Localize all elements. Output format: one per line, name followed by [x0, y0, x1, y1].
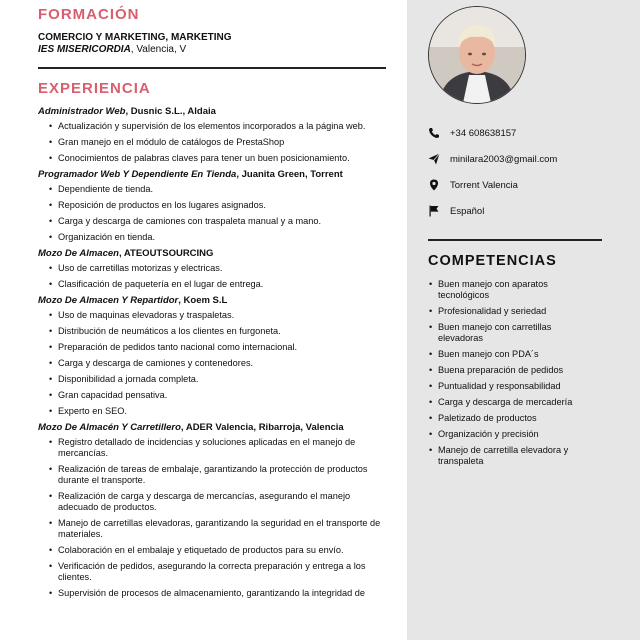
job-entry	[38, 422, 388, 599]
job-title	[38, 295, 388, 307]
email-text: minilara2003@gmail.com	[450, 153, 558, 165]
skill-item: • Organización y precisión	[438, 429, 598, 440]
skill-item: • Buen manejo con PDA´s	[438, 349, 598, 360]
skill-item: • Profesionalidad y seriedad	[438, 306, 598, 317]
job-bullet: • Dependiente de tienda.	[58, 184, 388, 195]
divider	[428, 239, 602, 241]
job-bullet: • Conocimientos de palabras claves para tener un buen posicionamiento.	[58, 153, 388, 164]
job-bullet: • Carga y descarga de camiones con traspaleta manual y a mano.	[58, 216, 388, 227]
job-bullet: • Gran capacidad pensativa.	[58, 390, 388, 401]
job-company: , ATEOUTSOURCING	[118, 248, 214, 259]
job-bullet: • Realización de carga y descarga de mercancías, asegurando el manejo adecuado de productos.	[58, 491, 388, 513]
job-title	[38, 422, 388, 434]
education-school-line	[38, 44, 186, 55]
job-role: Mozo De Almacen Y Repartidor	[38, 295, 179, 306]
job-bullet: • Organización en tienda.	[58, 232, 388, 243]
language-text: Español	[450, 205, 485, 217]
education-degree: COMERCIO Y MARKETING, MARKETING	[38, 32, 232, 43]
skill-item: • Buena preparación de pedidos	[438, 365, 598, 376]
person-icon	[429, 7, 525, 103]
job-bullet: • Experto en SEO.	[58, 406, 388, 417]
education-heading: FORMACIÓN	[38, 6, 140, 23]
send-icon	[428, 153, 440, 165]
job-title	[38, 106, 388, 118]
job-bullet: • Disponibilidad a jornada completa.	[58, 374, 388, 385]
job-bullet: • Uso de carretillas motorizas y electricas.	[58, 263, 388, 274]
job-bullet: • Actualización y supervisión de los elementos incorporados a la página web.	[58, 121, 388, 132]
contact-location	[428, 179, 608, 191]
experience-list	[38, 106, 388, 604]
flag-icon	[428, 205, 440, 217]
job-bullet: • Reposición de productos en los lugares asignados.	[58, 200, 388, 211]
divider	[38, 67, 386, 69]
contact-language	[428, 205, 608, 217]
skills-list	[428, 279, 598, 472]
skill-item: • Paletizado de productos	[438, 413, 598, 424]
job-bullet: • Distribución de neumáticos a los clientes en furgoneta.	[58, 326, 388, 337]
job-role: Administrador Web	[38, 106, 126, 117]
job-bullet: • Verificación de pedidos, asegurando la correcta preparación y entrega a los clientes.	[58, 561, 388, 583]
phone-text: +34 608638157	[450, 127, 517, 139]
job-entry	[38, 106, 388, 164]
job-role: Mozo De Almacen	[38, 248, 119, 259]
job-title	[38, 248, 388, 260]
contact-phone	[428, 127, 608, 139]
job-bullet: • Registro detallado de incidencias y soluciones aplicadas en el manejo de mercancías.	[58, 437, 388, 459]
job-company: , ADER Valencia, Ribarroja, Valencia	[180, 422, 344, 433]
skill-item: • Buen manejo con carretillas elevadoras	[438, 322, 598, 344]
job-bullet: • Uso de maquinas elevadoras y traspaletas.	[58, 310, 388, 321]
contact-email	[428, 153, 608, 165]
job-title	[38, 169, 388, 181]
job-entry	[38, 169, 388, 243]
profile-photo	[428, 6, 526, 104]
phone-icon	[428, 127, 440, 139]
job-bullet: • Gran manejo en el módulo de catálogos de PrestaShop	[58, 137, 388, 148]
education-school: IES MISERICORDIA	[38, 44, 131, 55]
skill-item: • Carga y descarga de mercadería	[438, 397, 598, 408]
job-company: , Juanita Green, Torrent	[236, 169, 343, 180]
job-entry	[38, 248, 388, 290]
job-bullet: • Supervisión de procesos de almacenamiento, garantizando la integridad de	[58, 588, 388, 599]
job-role: Mozo De Almacén Y Carretillero	[38, 422, 181, 433]
job-bullet: • Realización de tareas de embalaje, garantizando la protección de productos durante el transporte.	[58, 464, 388, 486]
skill-item: • Buen manejo con aparatos tecnológicos	[438, 279, 598, 301]
experience-heading: EXPERIENCIA	[38, 80, 151, 97]
skill-item: • Puntualidad y responsabilidad	[438, 381, 598, 392]
education-location: , Valencia, V	[130, 44, 187, 55]
job-bullet: • Clasificación de paquetería en el lugar de entrega.	[58, 279, 388, 290]
location-pin-icon	[428, 179, 440, 191]
job-bullet: • Preparación de pedidos tanto nacional como internacional.	[58, 342, 388, 353]
job-entry	[38, 295, 388, 417]
job-bullet: • Carga y descarga de camiones y contenedores.	[58, 358, 388, 369]
job-company: , Dusnic S.L., Aldaia	[125, 106, 216, 117]
job-role: Programador Web Y Dependiente En Tienda	[38, 169, 237, 180]
location-text: Torrent Valencia	[450, 179, 518, 191]
job-company: , Koem S.L	[178, 295, 228, 306]
job-bullet: • Colaboración en el embalaje y etiquetado de productos para su envío.	[58, 545, 388, 556]
job-bullet: • Manejo de carretillas elevadoras, garantizando la seguridad en el transporte de materiales.	[58, 518, 388, 540]
skills-heading: COMPETENCIAS	[428, 253, 557, 269]
skill-item: • Manejo de carretilla elevadora y transpaleta	[438, 445, 598, 467]
